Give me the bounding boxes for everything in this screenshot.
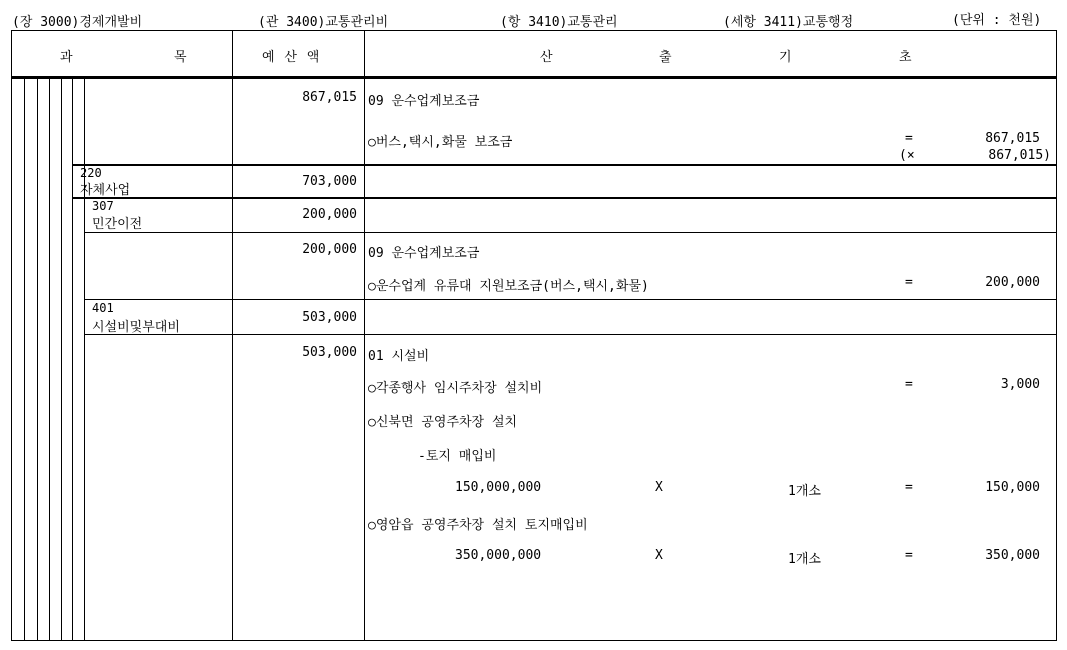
row3-name: 민간이전: [92, 217, 143, 232]
row6-item1-eq: =: [905, 377, 913, 392]
row5-amount: 503,000: [302, 310, 357, 325]
column-header-basis-2: 출: [659, 50, 672, 65]
unit-label: (단위 : 천원): [952, 13, 1042, 28]
row6-item2: ○신북면 공영주차장 설치: [368, 415, 518, 430]
column-header-gwa: 과: [60, 50, 73, 65]
row1-amount: 867,015: [302, 90, 357, 105]
row4-value: 200,000: [985, 275, 1040, 290]
row6-item2-x: X: [655, 480, 663, 495]
row6-item2-eq: =: [905, 480, 913, 495]
row4-item: ○운수업계 유류대 지원보조금(버스,택시,화물): [368, 279, 649, 294]
row3-code: 307: [92, 199, 114, 213]
row6-item3-qty: 1개소: [788, 552, 821, 567]
row6-item3-eq: =: [905, 548, 913, 563]
column-header-mok: 목: [174, 50, 187, 65]
row5-code: 401: [92, 301, 114, 315]
sehang-label: (세항 3411)교통행정: [723, 15, 854, 30]
row6-item2-sub: -토지 매입비: [418, 449, 497, 464]
row1-sub-value: 867,015): [988, 148, 1051, 163]
row6-title: 01 시설비: [368, 349, 430, 364]
row6-item3: ○영암읍 공영주차장 설치 토지매입비: [368, 518, 588, 533]
row5-name: 시설비및부대비: [92, 320, 180, 335]
row4-eq: =: [905, 275, 913, 290]
column-header-basis-1: 산: [540, 50, 553, 65]
gwan-label: (관 3400)교통관리비: [258, 15, 389, 30]
row1-title: 09 운수업계보조금: [368, 94, 480, 109]
row4-amount: 200,000: [302, 242, 357, 257]
jang-label: (장 3000)경제개발비: [12, 15, 143, 30]
row6-item1-value: 3,000: [1000, 377, 1040, 392]
column-header-budget: 예 산 액: [262, 50, 321, 65]
row6-item2-value: 150,000: [985, 480, 1040, 495]
row6-item3-x: X: [655, 548, 663, 563]
row6-item3-price: 350,000,000: [455, 548, 542, 563]
hang-label: (항 3410)교통관리: [500, 15, 618, 30]
column-header-basis-4: 초: [899, 50, 912, 65]
row3-amount: 200,000: [302, 207, 357, 222]
row1-item: ○버스,택시,화물 보조금: [368, 135, 513, 150]
column-header-basis-3: 기: [779, 50, 792, 65]
row6-item2-qty: 1개소: [788, 484, 821, 499]
row1-sub-open: (×: [899, 148, 915, 163]
row6-item3-value: 350,000: [985, 548, 1040, 563]
row4-title: 09 운수업계보조금: [368, 246, 480, 261]
row2-amount: 703,000: [302, 174, 357, 189]
row2-code: 220: [80, 166, 102, 180]
row6-amount: 503,000: [302, 345, 357, 360]
row6-item1: ○각종행사 임시주차장 설치비: [368, 381, 543, 396]
row6-item2-price: 150,000,000: [455, 480, 542, 495]
row1-value: 867,015: [985, 131, 1040, 146]
row2-name: 자체사업: [80, 183, 131, 198]
row1-eq: =: [905, 131, 913, 146]
